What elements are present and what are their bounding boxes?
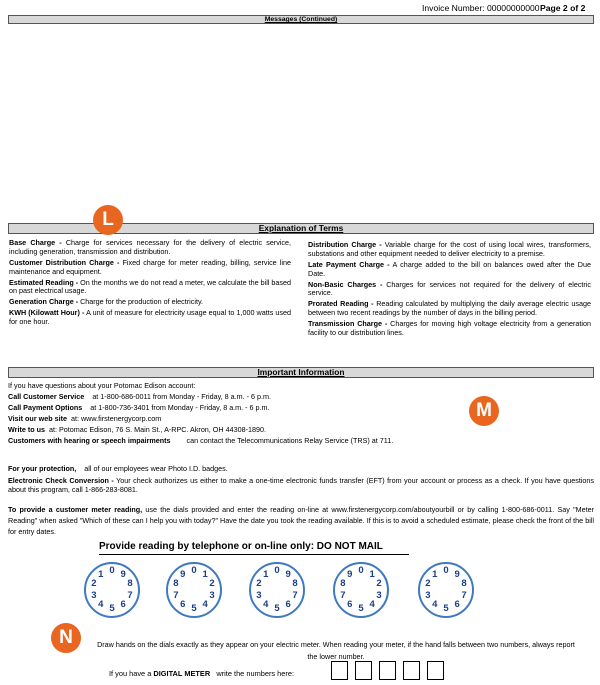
dial-number: 2 xyxy=(425,578,431,590)
account-contact-section xyxy=(8,382,594,448)
terms-header: Explanation of Terms xyxy=(8,223,594,234)
dial-number: 4 xyxy=(432,599,438,611)
contact-line: Call Payment Options at 1-800-736-3401 from Monday - Friday, 8 a.m. - 6 p.m. xyxy=(8,403,270,413)
dial-number: 8 xyxy=(340,578,346,590)
dial-number: 7 xyxy=(173,589,179,601)
dial-number: 4 xyxy=(263,599,269,611)
term-item: Base Charge - Charge for services necessary for the delivery of electric service, including generation, transmission and distribution. xyxy=(9,238,291,256)
callout-badge-l: L xyxy=(93,205,123,235)
dial-number: 6 xyxy=(285,599,291,611)
meter-dial-4[interactable] xyxy=(333,562,389,618)
contact-line: Visit our web site at: www.firstenergycorp.com xyxy=(8,414,162,424)
dial-number: 9 xyxy=(120,568,126,580)
meter-dial-5[interactable] xyxy=(418,562,474,618)
dial-number: 0 xyxy=(191,565,197,576)
dial-number: 3 xyxy=(91,589,97,601)
provide-reading-title: Provide reading by telephone or on-line only: DO NOT MAIL xyxy=(99,541,409,555)
dial-instructions: Draw hands on the dials exactly as they appear on your electric meter. When reading your meter, if the hand falls between two numbers, always report the lower number. xyxy=(97,640,575,661)
digital-digit-box-3[interactable] xyxy=(379,661,396,680)
dial-number: 0 xyxy=(443,565,449,576)
dial-number: 7 xyxy=(292,589,298,601)
dial-number: 1 xyxy=(369,568,375,580)
dial-number: 0 xyxy=(109,565,115,576)
digital-digit-box-5[interactable] xyxy=(427,661,444,680)
dial-number: 9 xyxy=(180,568,186,580)
term-item: Distribution Charge - Variable charge for the cost of using local wires, transformers, substations and other equipment needed to deliver electricity to a premise. xyxy=(308,240,591,258)
term-item: Estimated Reading - On the months we do not read a meter, we calculate the bill based on past electrical usage. xyxy=(9,277,292,296)
dial-number: 5 xyxy=(191,603,197,614)
terms-right-column xyxy=(308,241,591,340)
dial-number: 5 xyxy=(358,603,364,614)
dial-number: 2 xyxy=(209,578,215,590)
dial-number: 5 xyxy=(443,603,449,614)
dial-number: 2 xyxy=(91,578,97,590)
dial-number: 6 xyxy=(120,599,126,611)
dial-number: 8 xyxy=(173,578,179,590)
dial-number: 5 xyxy=(109,603,115,614)
callout-badge-m: M xyxy=(469,396,499,426)
dial-number: 8 xyxy=(461,578,467,590)
dial-number: 3 xyxy=(376,589,382,601)
page-indicator: Page 2 of 2 xyxy=(540,3,586,13)
important-info-header: Important Information xyxy=(8,367,594,378)
term-item: KWH (Kilowatt Hour) - A unit of measure for electricity usage equal to 1,000 watts used for one hour. xyxy=(9,308,292,326)
dial-number: 9 xyxy=(285,568,291,580)
dial-number: 3 xyxy=(209,589,215,601)
contact-line: Customers with hearing or speech impairments can contact the Telecommunications Relay Service (TRS) at 711. xyxy=(8,436,394,446)
callout-badge-n: N xyxy=(51,623,81,653)
dial-number: 9 xyxy=(454,568,460,580)
term-item: Transmission Charge - Charges for moving high voltage electricity from a generation facility to our distribution lines. xyxy=(308,319,591,337)
dial-number: 7 xyxy=(461,589,467,601)
dial-number: 3 xyxy=(256,589,262,601)
term-item: Generation Charge - Charge for the production of electricity. xyxy=(9,297,204,307)
contact-line: Call Customer Service at 1-800-686-0011 from Monday - Friday, 8 a.m. - 6 p.m. xyxy=(8,392,272,402)
messages-header: Messages (Continued) xyxy=(8,15,594,24)
contact-line: Write to us at: Potomac Edison, 76 S. Main St., A-RPC. Akron, OH 44308-1890. xyxy=(8,425,266,435)
dial-number: 2 xyxy=(256,578,262,590)
meter-dial-2[interactable] xyxy=(166,562,222,618)
meter-dial-3[interactable] xyxy=(249,562,305,618)
dial-number: 4 xyxy=(369,599,375,611)
invoice-number-label: Invoice Number: xyxy=(422,3,485,13)
meter-dial-1[interactable] xyxy=(84,562,140,618)
dial-number: 2 xyxy=(376,578,382,590)
ecc-note: Electronic Check Conversion - Your check authorizes us either to make a one-time electronic funds transfer (EFT) from your account or process as a check. If you have questions about this program, call 1-866-283-8081. xyxy=(8,476,595,494)
term-item: Non-Basic Charges - Charges for services not required for the delivery of electric service. xyxy=(308,279,591,298)
dial-number: 1 xyxy=(263,568,269,580)
dial-number: 8 xyxy=(292,578,298,590)
terms-left-column xyxy=(9,239,291,329)
digital-meter-prompt: If you have a DIGITAL METER write the numbers here: xyxy=(109,669,294,678)
dial-number: 3 xyxy=(425,589,431,601)
dial-number: 5 xyxy=(274,603,280,614)
dial-number: 6 xyxy=(347,599,353,611)
dial-number: 1 xyxy=(202,568,208,580)
meter-reading-note: To provide a customer meter reading, use the dials provided and enter the reading on-line at www.firstenergycorp.com/aboutyourbill or by calling 1-800-686-0011. Say "Meter Reading" when asked "Which of these can I help you with today?" Have the date you took the reading available. If this is to avoid a scheduled estimate, please check the front of the bill for entry dates. xyxy=(8,505,594,537)
digital-digit-box-4[interactable] xyxy=(403,661,420,680)
dial-number: 6 xyxy=(454,599,460,611)
term-item: Customer Distribution Charge - Fixed charge for meter reading, billing, service line maintenance and equipment. xyxy=(9,257,291,276)
dial-number: 1 xyxy=(432,568,438,580)
digital-digit-box-2[interactable] xyxy=(355,661,372,680)
digital-digit-box-1[interactable] xyxy=(331,661,348,680)
dial-number: 1 xyxy=(98,568,104,580)
dial-number: 4 xyxy=(202,599,208,611)
dial-number: 7 xyxy=(127,589,133,601)
contact-intro: If you have questions about your Potomac Edison account: xyxy=(8,381,196,390)
term-item: Late Payment Charge - A charge added to the bill on balances owed after the Due Date. xyxy=(308,259,591,278)
dial-number: 9 xyxy=(347,568,353,580)
dial-number: 4 xyxy=(98,599,104,611)
invoice-number-line xyxy=(422,3,540,13)
dial-number: 0 xyxy=(274,565,280,576)
dial-number: 7 xyxy=(340,589,346,601)
dial-number: 0 xyxy=(358,565,364,576)
protection-note: For your protection, all of our employees wear Photo I.D. badges. xyxy=(8,464,228,473)
dial-number: 6 xyxy=(180,599,186,611)
dial-number: 8 xyxy=(127,578,133,590)
invoice-number-value: 00000000000 xyxy=(486,3,540,13)
term-item: Prorated Reading - Reading calculated by multiplying the daily average electric usage between two recent readings by the number of days in the billing period. xyxy=(308,299,591,318)
